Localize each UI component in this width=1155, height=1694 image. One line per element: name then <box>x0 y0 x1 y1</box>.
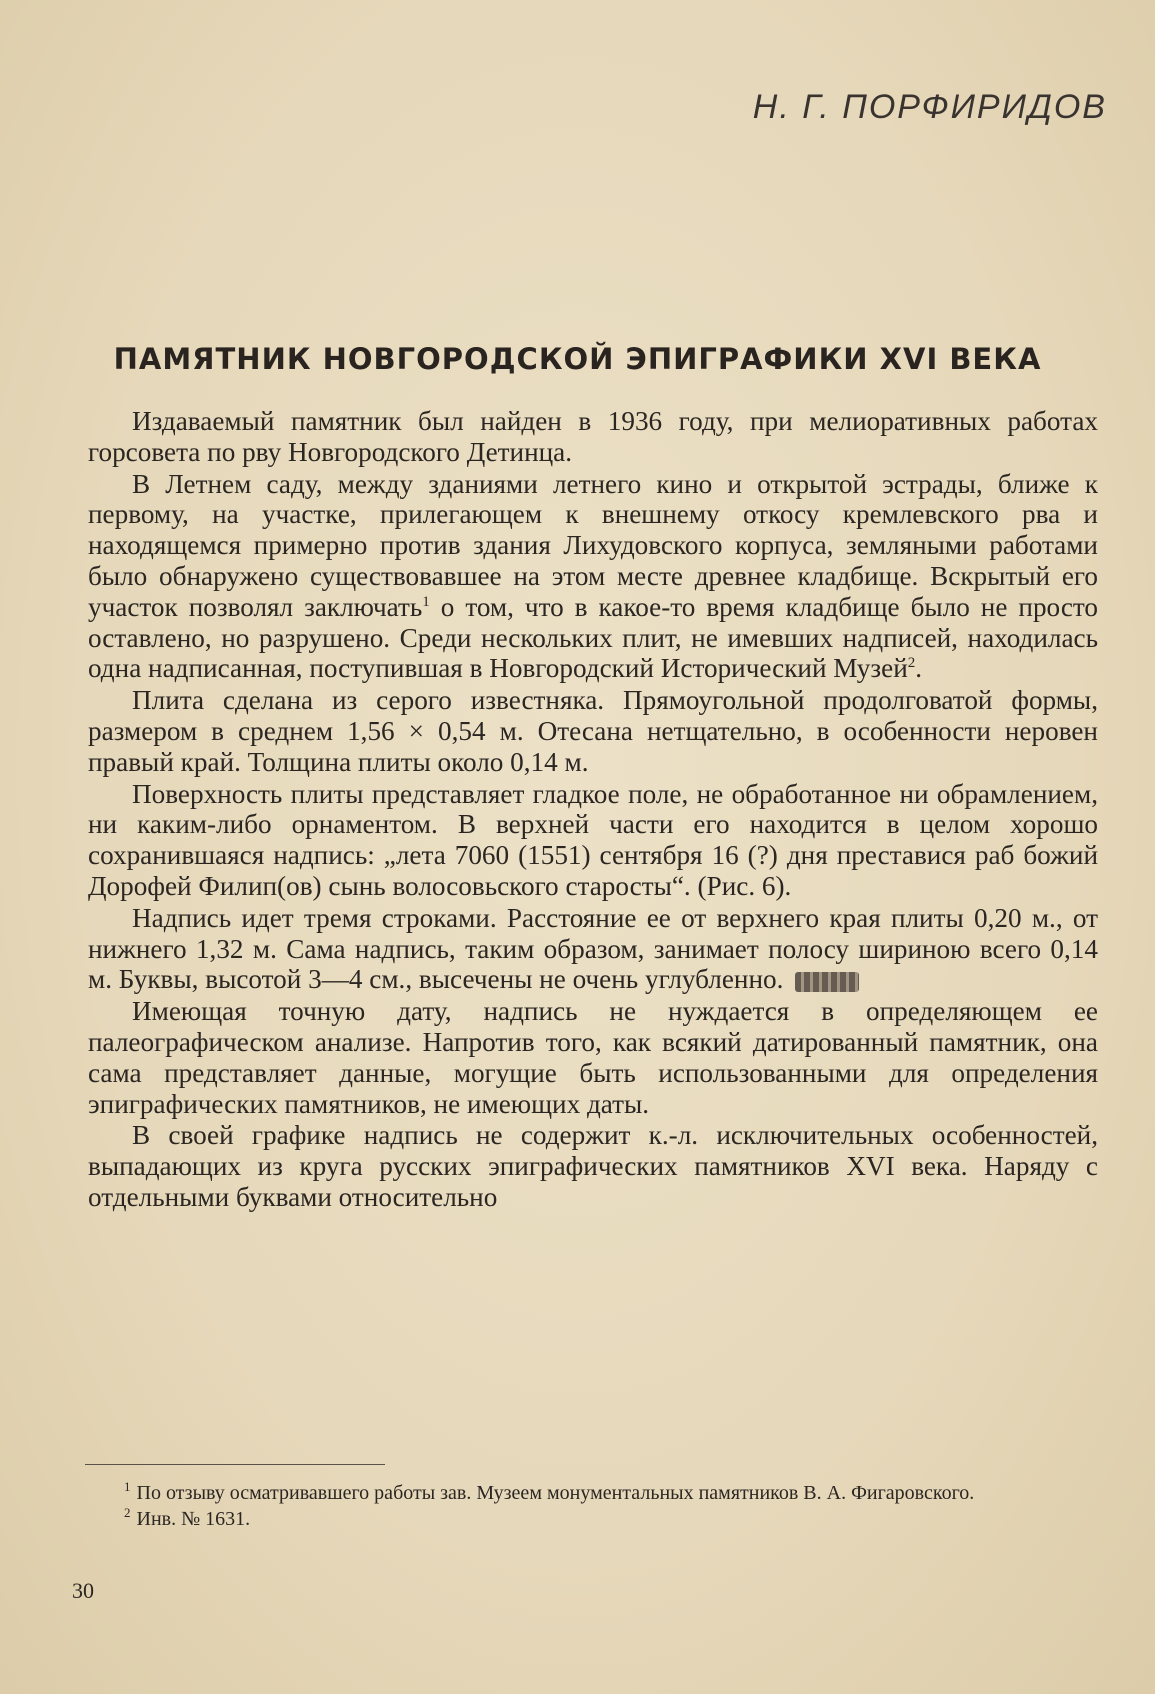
paragraph <box>88 903 1098 995</box>
footnote-divider <box>85 1464 385 1465</box>
paragraph <box>88 406 1098 468</box>
paragraph-text: Надпись идет тремя строками. Расстояние ее от верхнего края плиты 0,20 м., от нижнего 1,32 м. Сама надпись, таким образом, занимает полосу шириною всего 0,14 м. Буквы, высотой 3—4 см., высечены не очень углубленно. <box>88 902 1098 995</box>
footnote-text: Инв. № 1631. <box>136 1508 251 1530</box>
footnote-text: По отзыву осматривавшего работы зав. Музеем монументальных памятников В. А. Фигаровского. <box>136 1482 975 1504</box>
paragraph <box>88 469 1098 685</box>
footnote-number: 2 <box>124 1505 131 1521</box>
library-stamp-mark <box>795 972 859 992</box>
footnote-ref[interactable]: 1 <box>422 593 430 610</box>
paragraph-text: В Летнем саду, между зданиями летнего кино и открытой эстрады, ближе к первому, на участке, прилегающем к внешнему откосу кремлевского рва и находящемся примерно против здания Лихудовского корпуса, земляными работами было обнаружено существовавшее на этом месте древнее кладбище. Вскрытый его участок позволял заключать <box>88 468 1098 622</box>
footnote-item <box>80 1506 1090 1532</box>
page-number: 30 <box>72 1578 94 1603</box>
article-title: ПАМЯТНИК НОВГОРОДСКОЙ ЭПИГРАФИКИ XVI ВЕКА <box>113 342 1042 376</box>
author-name: Н. Г. ПОРФИРИДОВ <box>752 88 1107 126</box>
paragraph <box>88 685 1098 777</box>
footnote-number: 1 <box>124 1479 131 1495</box>
paragraph-text: В своей графике надпись не содержит к.-л. исключительных особенностей, выпадающих из круга русских эпиграфических памятников XVI века. Наряду с отдельными буквами относительно <box>88 1120 1098 1212</box>
paragraph-text: Имеющая точную дату, надпись не нуждается в определяющем ее палеографическом анализе. Напротив того, как всякий датированный памятник, она сама представляет данные, могущие быть использованными для определения эпиграфических памятников, не имеющих даты. <box>88 996 1098 1119</box>
paragraph-text: Поверхность плиты представляет гладкое поле, не обработанное ни обрамлением, ни каким-либо орнаментом. В верхней части его находится в целом хорошо сохранившаяся надпись: „лета 7060 (1551) сентября 16 (?) дня преставися раб божий Дорофей Филип(ов) сынь волосовьского старосты“. (Рис. 6). <box>88 778 1098 901</box>
footnotes <box>80 1480 1090 1532</box>
paragraph-text: Издаваемый памятник был найден в 1936 году, при мелиоративных работах горсовета по рву Новгородского Детинца. <box>88 406 1098 467</box>
footnote-ref[interactable]: 2 <box>907 655 916 672</box>
paragraph <box>88 779 1098 902</box>
article-body <box>88 406 1098 1213</box>
footnote-item <box>80 1480 1090 1506</box>
paragraph <box>88 996 1098 1119</box>
paragraph-text: о том, что в какое-то время кладбище было не просто оставлено, но разрушено. Среди нескольких плит, не имевших надписей, находилась одна надписанная, поступившая в Новгородский Исторический Музей <box>88 591 1099 684</box>
paragraph-text: Плита сделана из серого известняка. Прямоугольной продолговатой формы, размером в среднем 1,56 × 0,54 м. Отесана нетщательно, в особенности неровен правый край. Толщина плиты около 0,14 м. <box>88 685 1098 777</box>
paragraph-text: . <box>915 653 923 684</box>
paragraph <box>88 1120 1098 1212</box>
